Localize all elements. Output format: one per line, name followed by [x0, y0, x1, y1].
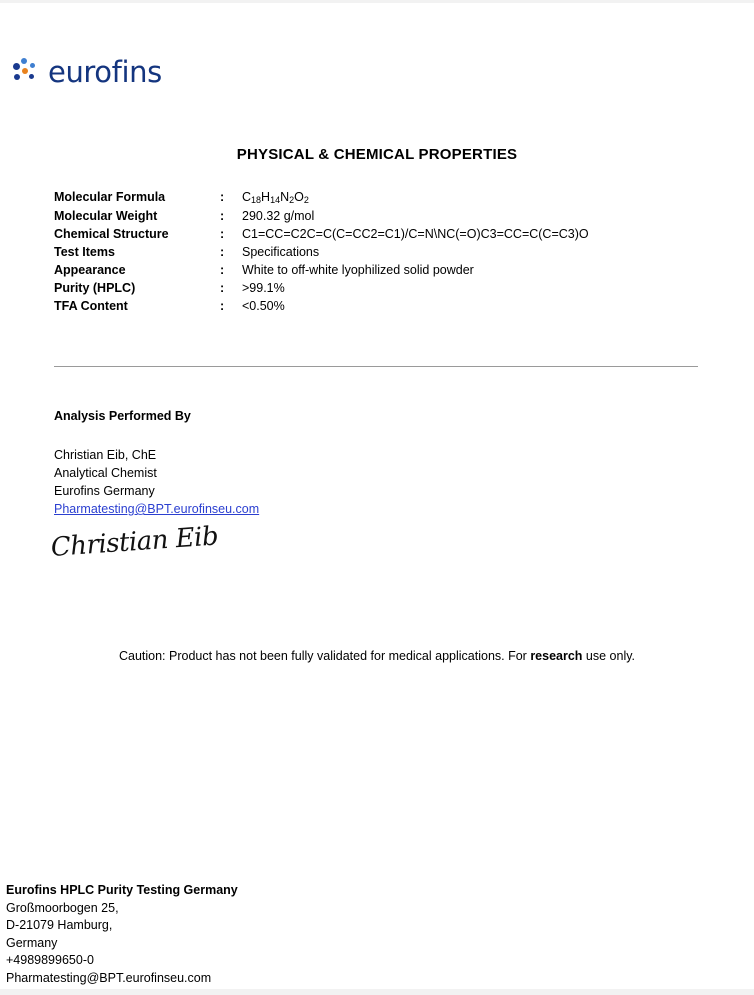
property-label: Chemical Structure [54, 227, 169, 241]
property-colon: : [220, 209, 225, 223]
property-colon: : [220, 245, 225, 259]
caution-emphasis: research [530, 649, 583, 663]
property-label: Test Items [54, 245, 115, 259]
property-value-molecular-weight: 290.32 g/mol [242, 209, 315, 223]
property-value-test-items: Specifications [242, 245, 320, 259]
property-label: TFA Content [54, 299, 128, 313]
property-value-appearance: White to off-white lyophilized solid powder [242, 263, 474, 277]
property-colon: : [220, 281, 225, 295]
property-value-tfa-content: <0.50% [242, 299, 285, 313]
footer-title: Eurofins HPLC Purity Testing Germany [6, 883, 238, 897]
page-bottom-divider [0, 989, 754, 995]
property-colon: : [220, 190, 225, 204]
property-colon: : [220, 263, 225, 277]
table-row [54, 245, 589, 263]
analyst-name: Christian Eib, ChE [54, 448, 157, 462]
footer-address-line1: Großmoorbogen 25, [6, 900, 119, 915]
eurofins-logo [12, 52, 162, 92]
footer-email: Pharmatesting@BPT.eurofinseu.com [6, 970, 212, 985]
table-row [54, 281, 589, 299]
table-row [54, 263, 589, 281]
property-label: Molecular Weight [54, 209, 158, 223]
table-row [54, 209, 589, 227]
property-colon: : [220, 227, 225, 241]
property-label: Appearance [54, 263, 126, 277]
property-label: Molecular Formula [54, 190, 166, 204]
logo-wordmark: eurofins [48, 54, 162, 89]
caution-suffix: use only. [582, 649, 636, 663]
analyst-email-link[interactable]: Pharmatesting@BPT.eurofinseu.com [54, 502, 260, 516]
section-divider [54, 366, 698, 367]
signature: Christian Eib [49, 521, 220, 563]
table-row [54, 227, 589, 245]
properties-table [54, 190, 589, 317]
page-top-divider [0, 0, 754, 3]
eurofins-dots-icon [12, 57, 42, 87]
table-row [54, 299, 589, 317]
page-title: PHYSICAL & CHEMICAL PROPERTIES [236, 146, 518, 163]
caution-note [0, 649, 754, 663]
table-row [54, 190, 589, 209]
footer-block [6, 882, 238, 987]
caution-prefix: Caution: Product has not been fully validated for medical applications. For [118, 649, 531, 663]
footer-phone: +4989899650-0 [6, 953, 94, 967]
property-label: Purity (HPLC) [54, 281, 136, 295]
property-value-molecular-formula: $C_{18}H_{14}N_2O_2$ [242, 190, 309, 205]
property-colon: : [220, 299, 225, 313]
property-value-purity: >99.1% [242, 281, 285, 295]
analyst-role: Analytical Chemist [54, 466, 157, 480]
footer-address-line2: D-21079 Hamburg, [6, 918, 113, 932]
footer-country: Germany [6, 935, 58, 950]
analysis-heading: Analysis Performed By [54, 409, 191, 423]
analyst-company: Eurofins Germany [54, 484, 155, 498]
property-value-chemical-structure: C1=CC=C2C=C(C=CC2=C1)/C=N\NC(=O)C3=CC=C(C=C3)O [242, 227, 589, 241]
analysis-details [54, 446, 259, 518]
